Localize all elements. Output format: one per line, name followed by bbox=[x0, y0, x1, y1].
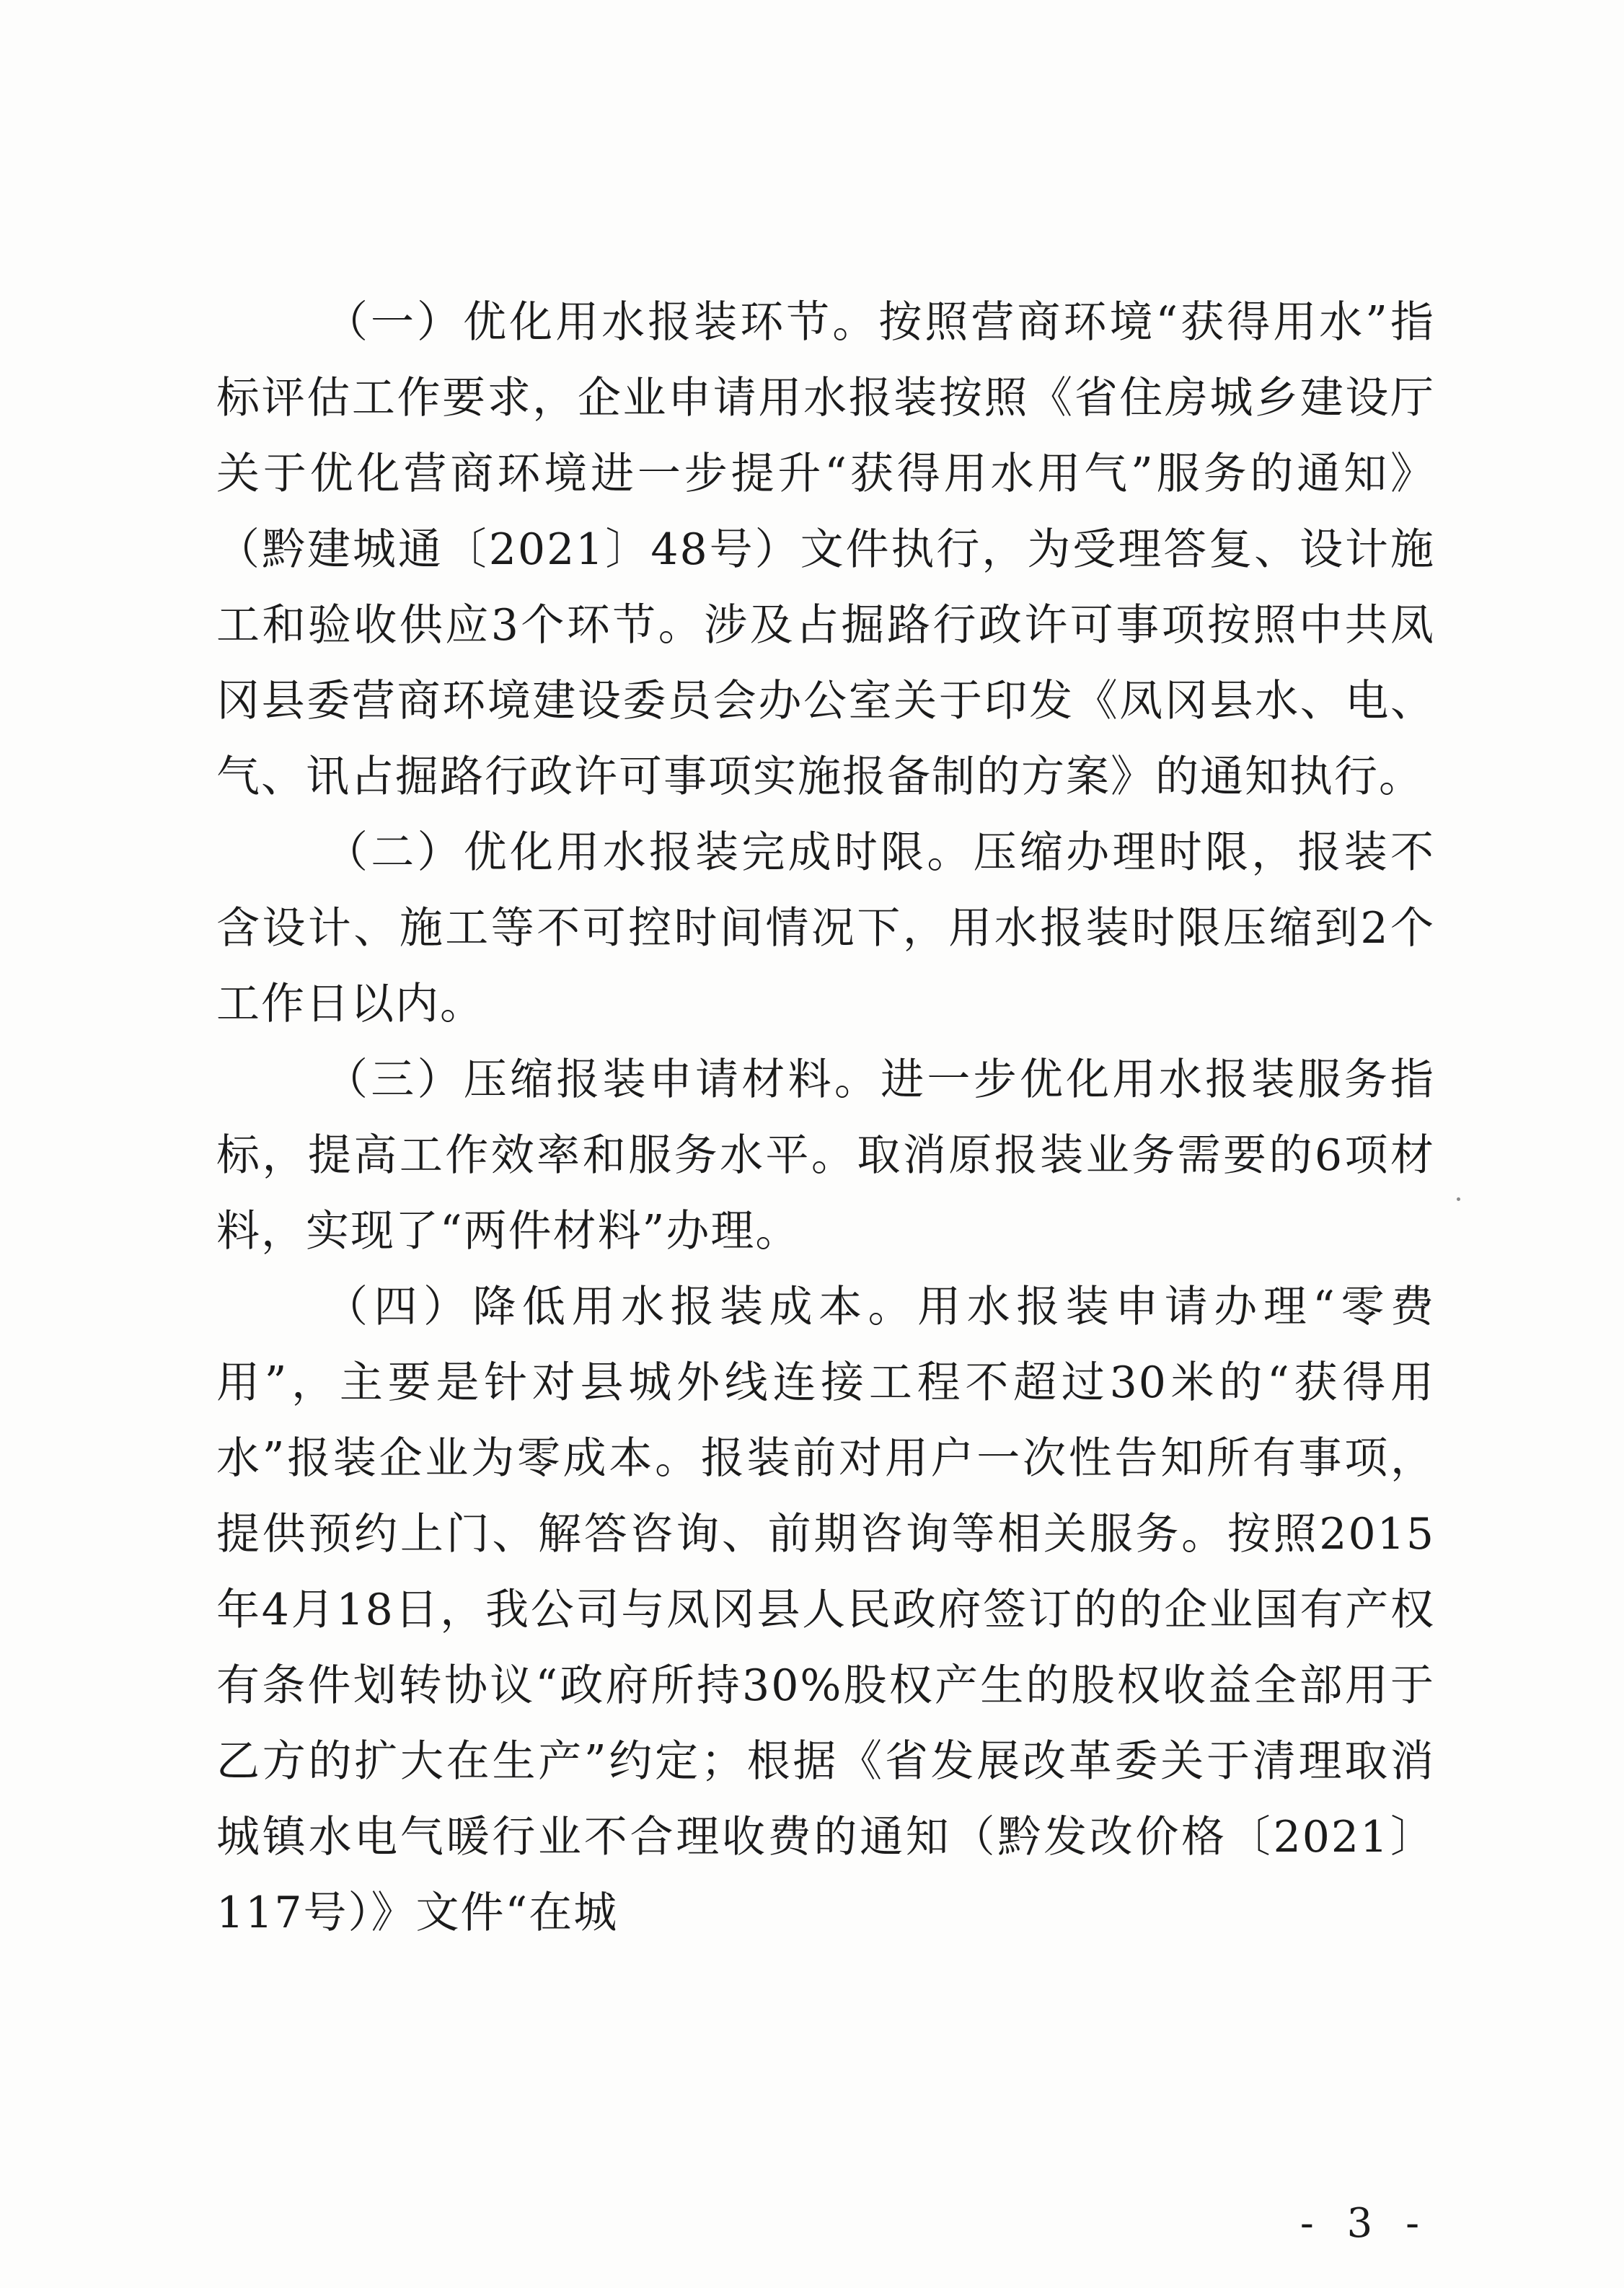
paragraph-3: （三）压缩报装申请材料。进一步优化用水报装服务指标，提高工作效率和服务水平。取消原报装业务需要的6项材料，实现了“两件材料”办理。 bbox=[216, 1055, 1435, 1257]
paragraph-4: （四）降低用水报装成本。用水报装申请办理“零费用”，主要是针对县城外线连接工程不超过30米的“获得用水”报装企业为零成本。报装前对用户一次性告知所有事项，提供预约上门、解答咨询、前期咨询等相关服务。按照2015年4月18日，我公司与凤冈县人民政府签订的的企业国有产权有条件划转协议“政府所持30%股权产生的股权收益全部用于乙方的扩大在生产”约定；根据《省发展改革委关于清理取消城镇水电气暖行业不合理收费的通知（黔发改价格〔2021〕117号）》文件“在城 bbox=[216, 1282, 1435, 1938]
paragraph-1: （一）优化用水报装环节。按照营商环境“获得用水”指标评估工作要求，企业申请用水报装按照《省住房城乡建设厅关于优化营商环境进一步提升“获得用水用气”服务的通知》（黔建城通〔2021〕48号）文件执行，为受理答复、设计施工和验收供应3个环节。涉及占掘路行政许可事项按照中共凤冈县委营商环境建设委员会办公室关于印发《凤冈县水、电、气、讯占掘路行政许可事项实施报备制的方案》的通知执行。 bbox=[216, 297, 1435, 802]
page-number: - 3 - bbox=[1299, 2200, 1429, 2247]
paragraph-2: （二）优化用水报装完成时限。压缩办理时限，报装不含设计、施工等不可控时间情况下，用水报装时限压缩到2个工作日以内。 bbox=[216, 827, 1435, 1029]
scan-speck bbox=[1457, 1197, 1460, 1201]
document-body bbox=[216, 285, 1435, 1951]
